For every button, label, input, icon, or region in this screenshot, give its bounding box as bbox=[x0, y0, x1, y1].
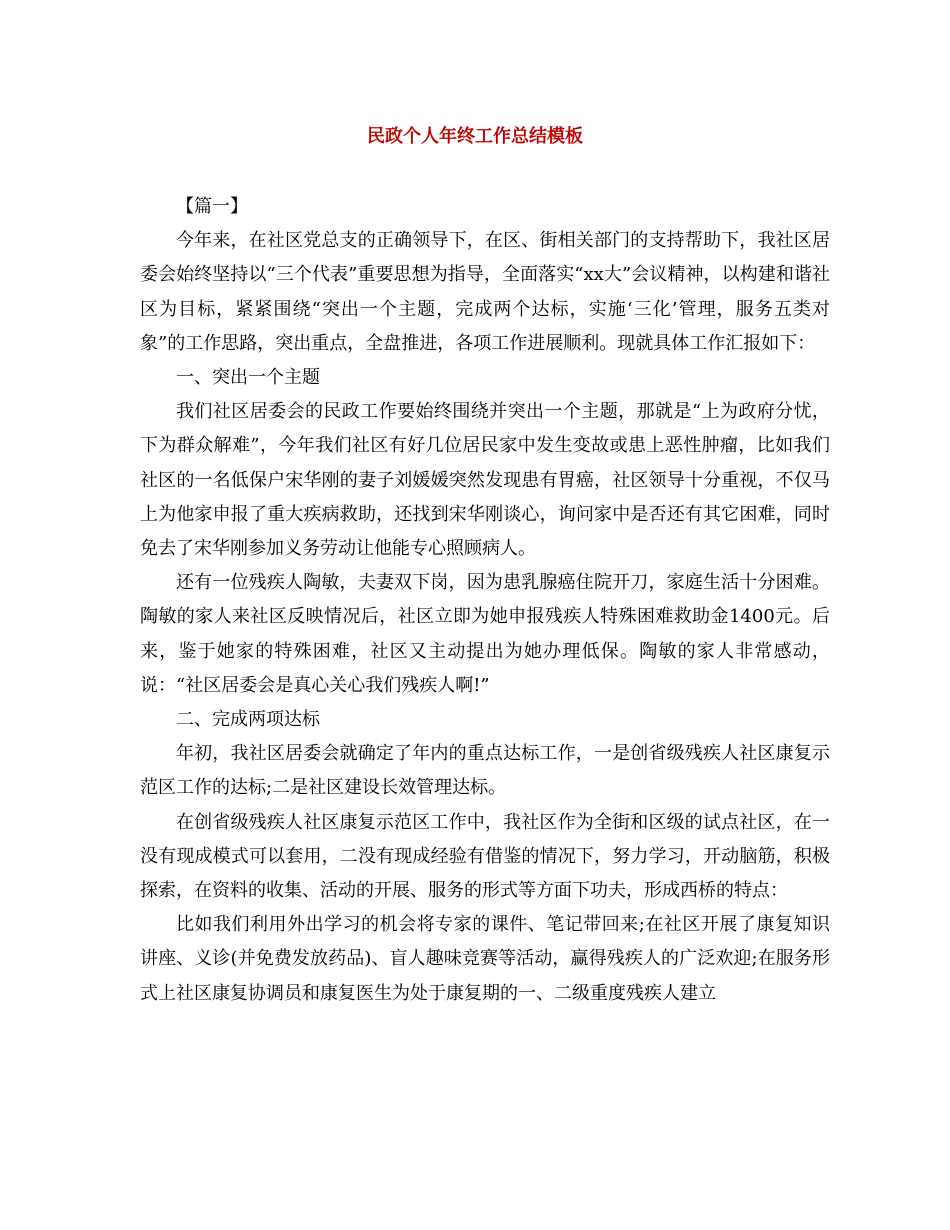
section-heading: 【篇一】 bbox=[176, 196, 248, 217]
document-body bbox=[140, 190, 830, 1011]
document-title: 民政个人年终工作总结模板 bbox=[367, 126, 583, 147]
body-paragraph: 今年来，在社区党总支的正确领导下，在区、街相关部门的支持帮助下，我社区居委会始终坚持以“三个代表”重要思想为指导，全面落实“xx大”会议精神，以构建和谐社区为目标，紧紧围绕“突出一个主题，完成两个达标，实施‘三化’管理，服务五类对象”的工作思路，突出重点，全盘推进，各项工作进展顺利。现就具体工作汇报如下： bbox=[140, 230, 830, 354]
body-paragraph: 我们社区居委会的民政工作要始终围绕并突出一个主题，那就是“上为政府分忧，下为群众解难”，今年我们社区有好几位居民家中发生变故或患上恶性肿瘤，比如我们社区的一名低保户宋华刚的妻子刘媛媛突然发现患有胃癌，社区领导十分重视，不仅马上为他家申报了重大疾病救助，还找到宋华刚谈心，询问家中是否还有其它困难，同时免去了宋华刚参加义务劳动让他能专心照顾病人。 bbox=[140, 401, 830, 560]
body-paragraph: 还有一位残疾人陶敏，夫妻双下岗，因为患乳腺癌住院开刀，家庭生活十分困难。陶敏的家人来社区反映情况后，社区立即为她申报残疾人特殊困难救助金1400元。后来，鉴于她家的特殊困难，社区又主动提出为她办理低保。陶敏的家人非常感动，说：“社区居委会是真心关心我们残疾人啊!” bbox=[140, 572, 830, 696]
body-paragraph: 在创省级残疾人社区康复示范区工作中，我社区作为全街和区级的试点社区，在一没有现成模式可以套用，二没有现成经验有借鉴的情况下，努力学习，开动脑筋，积极探索，在资料的收集、活动的开展、服务的形式等方面下功夫，形成西桥的特点： bbox=[140, 811, 830, 902]
section-heading: 二、完成两项达标 bbox=[176, 709, 320, 731]
body-paragraph: 年初，我社区居委会就确定了年内的重点达标工作，一是创省级残疾人社区康复示范区工作的达标;二是社区建设长效管理达标。 bbox=[140, 743, 830, 799]
body-paragraph: 比如我们利用外出学习的机会将专家的课件、笔记带回来;在社区开展了康复知识讲座、义诊(并免费发放药品)、盲人趣味竞赛等活动，赢得残疾人的广泛欢迎;在服务形式上社区康复协调员和康复医生为处于康复期的一、二级重度残疾人建立 bbox=[140, 914, 830, 1004]
section-heading: 一、突出一个主题 bbox=[176, 367, 320, 389]
